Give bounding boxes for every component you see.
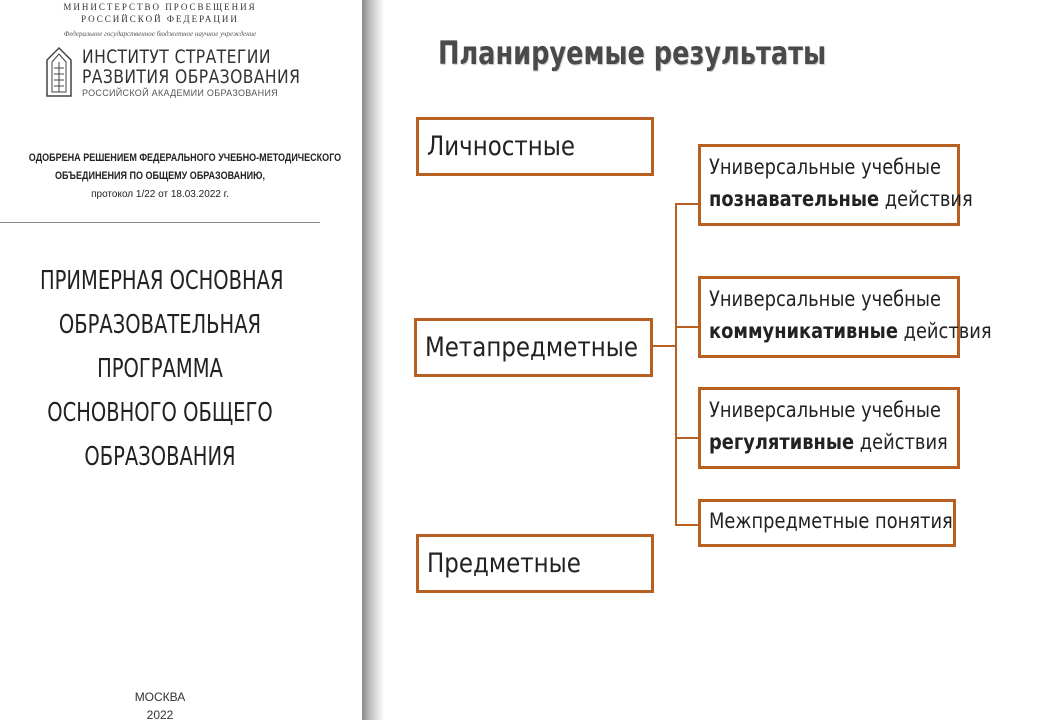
- connector-to-cognitive: [675, 203, 700, 205]
- connector-from-meta: [651, 345, 676, 347]
- box-subject: [416, 534, 654, 593]
- box-regulative-rest: действия: [854, 430, 948, 454]
- box-regulative-actions: [698, 387, 960, 469]
- protocol-line: протокол 1/22 от 18.03.2022 г.: [91, 189, 229, 200]
- box-personal-label: Личностные: [427, 131, 576, 162]
- box-communicative-bold: коммуникативные: [709, 319, 898, 343]
- ministry-line-2: РОССИЙСКОЙ ФЕДЕРАЦИИ: [81, 14, 239, 24]
- institute-name-line-3: РОССИЙСКОЙ АКАДЕМИИ ОБРАЗОВАНИЯ: [82, 88, 278, 98]
- box-regulative-bold: регулятивные: [709, 430, 855, 454]
- approval-line-2: ОБЪЕДИНЕНИЯ ПО ОБЩЕМУ ОБРАЗОВАНИЮ,: [55, 170, 265, 182]
- box-communicative-rest: действия: [897, 319, 992, 343]
- institute-name-line-2: РАЗВИТИЯ ОБРАЗОВАНИЯ: [82, 66, 301, 88]
- cover-edge-shadow: [362, 0, 384, 720]
- box-communicative-actions: [698, 276, 992, 358]
- box-metasubject-label: Метапредметные: [425, 332, 638, 363]
- document-cover: [0, 0, 362, 720]
- year: 2022: [146, 708, 174, 722]
- approval-line-1: ОДОБРЕНА РЕШЕНИЕМ ФЕДЕРАЛЬНОГО УЧЕБНО-МЕТОДИЧЕСКОГО: [28, 152, 342, 164]
- city: МОСКВА: [134, 690, 186, 704]
- institute-logo-icon: [44, 46, 74, 98]
- box-personal: [416, 117, 654, 176]
- institute-name-line-1: ИНСТИТУТ СТРАТЕГИИ: [82, 46, 271, 68]
- box-cognitive-actions: [698, 144, 973, 226]
- program-title-line-5: ОБРАЗОВАНИЯ: [84, 442, 236, 472]
- connector-to-interdisciplinary: [675, 524, 700, 526]
- box-cognitive-line1: Универсальные учебные: [709, 155, 941, 179]
- box-interdisciplinary-label: Межпредметные понятия: [709, 509, 953, 533]
- program-title-line-1: ПРИМЕРНАЯ ОСНОВНАЯ: [40, 266, 284, 296]
- program-title-line-3: ПРОГРАММА: [97, 354, 223, 384]
- box-cognitive-rest: действия: [879, 187, 973, 211]
- connector-to-communicative: [675, 326, 700, 328]
- box-interdisciplinary-concepts: [698, 499, 956, 547]
- box-communicative-line1: Универсальные учебные: [709, 287, 941, 311]
- box-metasubject: [414, 318, 653, 377]
- connector-to-regulative: [675, 437, 700, 439]
- box-subject-label: Предметные: [427, 548, 581, 579]
- box-cognitive-bold: познавательные: [709, 187, 880, 211]
- divider: [0, 222, 320, 223]
- ministry-line-1: МИНИСТЕРСТВО ПРОСВЕЩЕНИЯ: [63, 2, 257, 12]
- box-regulative-line1: Универсальные учебные: [709, 398, 941, 422]
- fgbnu-caption: Федеральное государственное бюджетное научное учреждение: [63, 30, 257, 38]
- connector-trunk: [675, 203, 677, 526]
- program-title-line-2: ОБРАЗОВАТЕЛЬНАЯ: [58, 310, 262, 340]
- slide-title: Планируемые результаты: [438, 34, 827, 72]
- program-title-line-4: ОСНОВНОГО ОБЩЕГО: [47, 398, 273, 428]
